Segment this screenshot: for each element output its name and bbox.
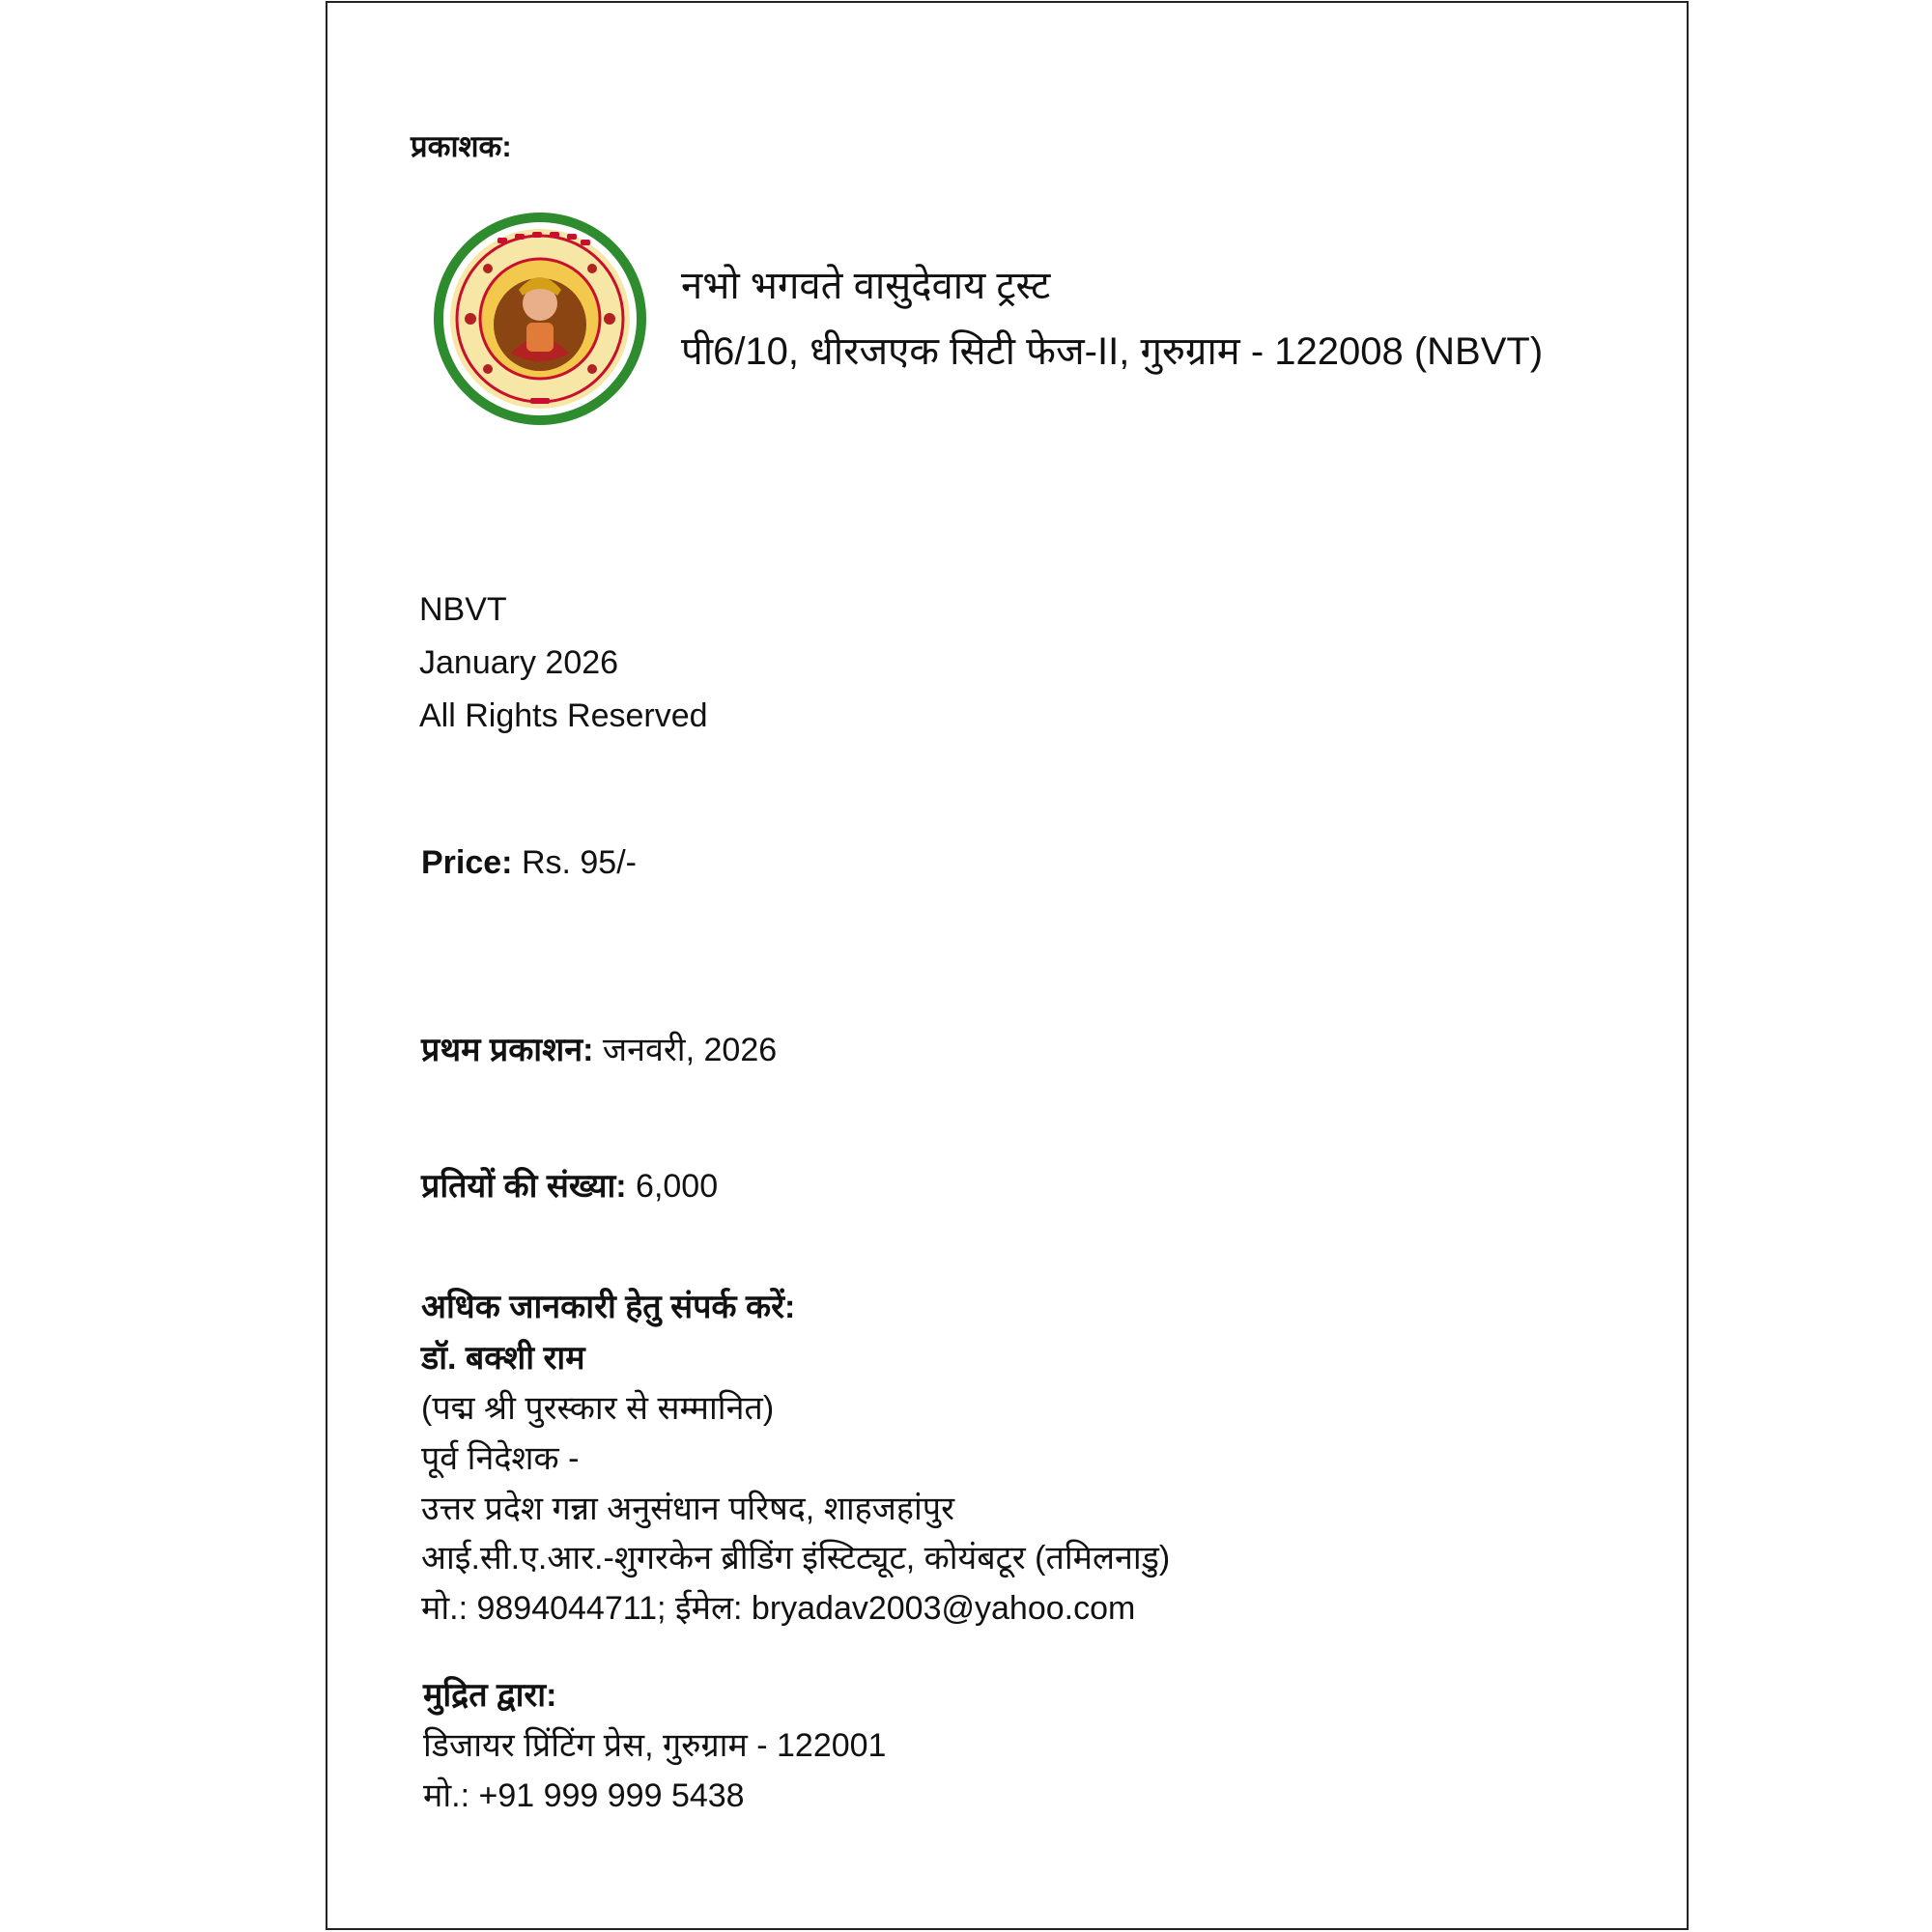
- deity-seal-logo-icon: [430, 209, 650, 429]
- first-edition-label: प्रथम प्रकाशन:: [421, 1032, 594, 1068]
- printer-name-address: डिजायर प्रिंटिंग प्रेस, गुरुग्राम - 122001: [423, 1727, 887, 1764]
- contact-org-2: आई.सी.ए.आर.-शुगरकेन ब्रीडिंग इंस्टिट्यूट, कोयंबटूर (तमिलनाडु): [421, 1540, 1171, 1577]
- contact-heading: अधिक जानकारी हेतु संपर्क करें:: [421, 1289, 796, 1325]
- organization-address: पी6/10, धीरजएक सिटी फेज-II, गुरुग्राम - 122008 (NBVT): [681, 330, 1544, 373]
- price-line: [421, 844, 637, 882]
- printer-phone: मो.: +91 999 999 5438: [423, 1777, 745, 1814]
- imprint-date: January 2026: [419, 644, 619, 681]
- organization-name: नभो भगवते वासुदेवाय ट्रस्ट: [681, 265, 1051, 307]
- copies-label: प्रतियों की संख्या:: [421, 1168, 627, 1205]
- first-edition-line: [421, 1026, 777, 1070]
- contact-honor: (पद्म श्री पुरस्कार से सम्मानित): [421, 1390, 775, 1427]
- contact-org-1: उत्तर प्रदेश गन्ना अनुसंधान परिषद, शाहजहांपुर: [421, 1491, 954, 1527]
- first-edition-value: जनवरी, 2026: [602, 1032, 778, 1068]
- copies-value: 6,000: [636, 1168, 719, 1205]
- publisher-label: प्रकाशक:: [411, 129, 512, 163]
- copies-line: [421, 1162, 718, 1207]
- price-value: Rs. 95/-: [521, 844, 637, 881]
- imprint-rights: All Rights Reserved: [419, 697, 708, 734]
- imprint-short-name: NBVT: [419, 591, 507, 628]
- contact-phone-email: मो.: 9894044711; ईमेल: bryadav2003@yahoo.com: [421, 1590, 1136, 1627]
- contact-role: पूर्व निदेशक -: [421, 1440, 580, 1477]
- contact-name: डॉ. बक्शी राम: [421, 1340, 585, 1377]
- printer-heading: मुद्रित द्वारा:: [423, 1677, 557, 1714]
- price-label: Price:: [421, 844, 513, 881]
